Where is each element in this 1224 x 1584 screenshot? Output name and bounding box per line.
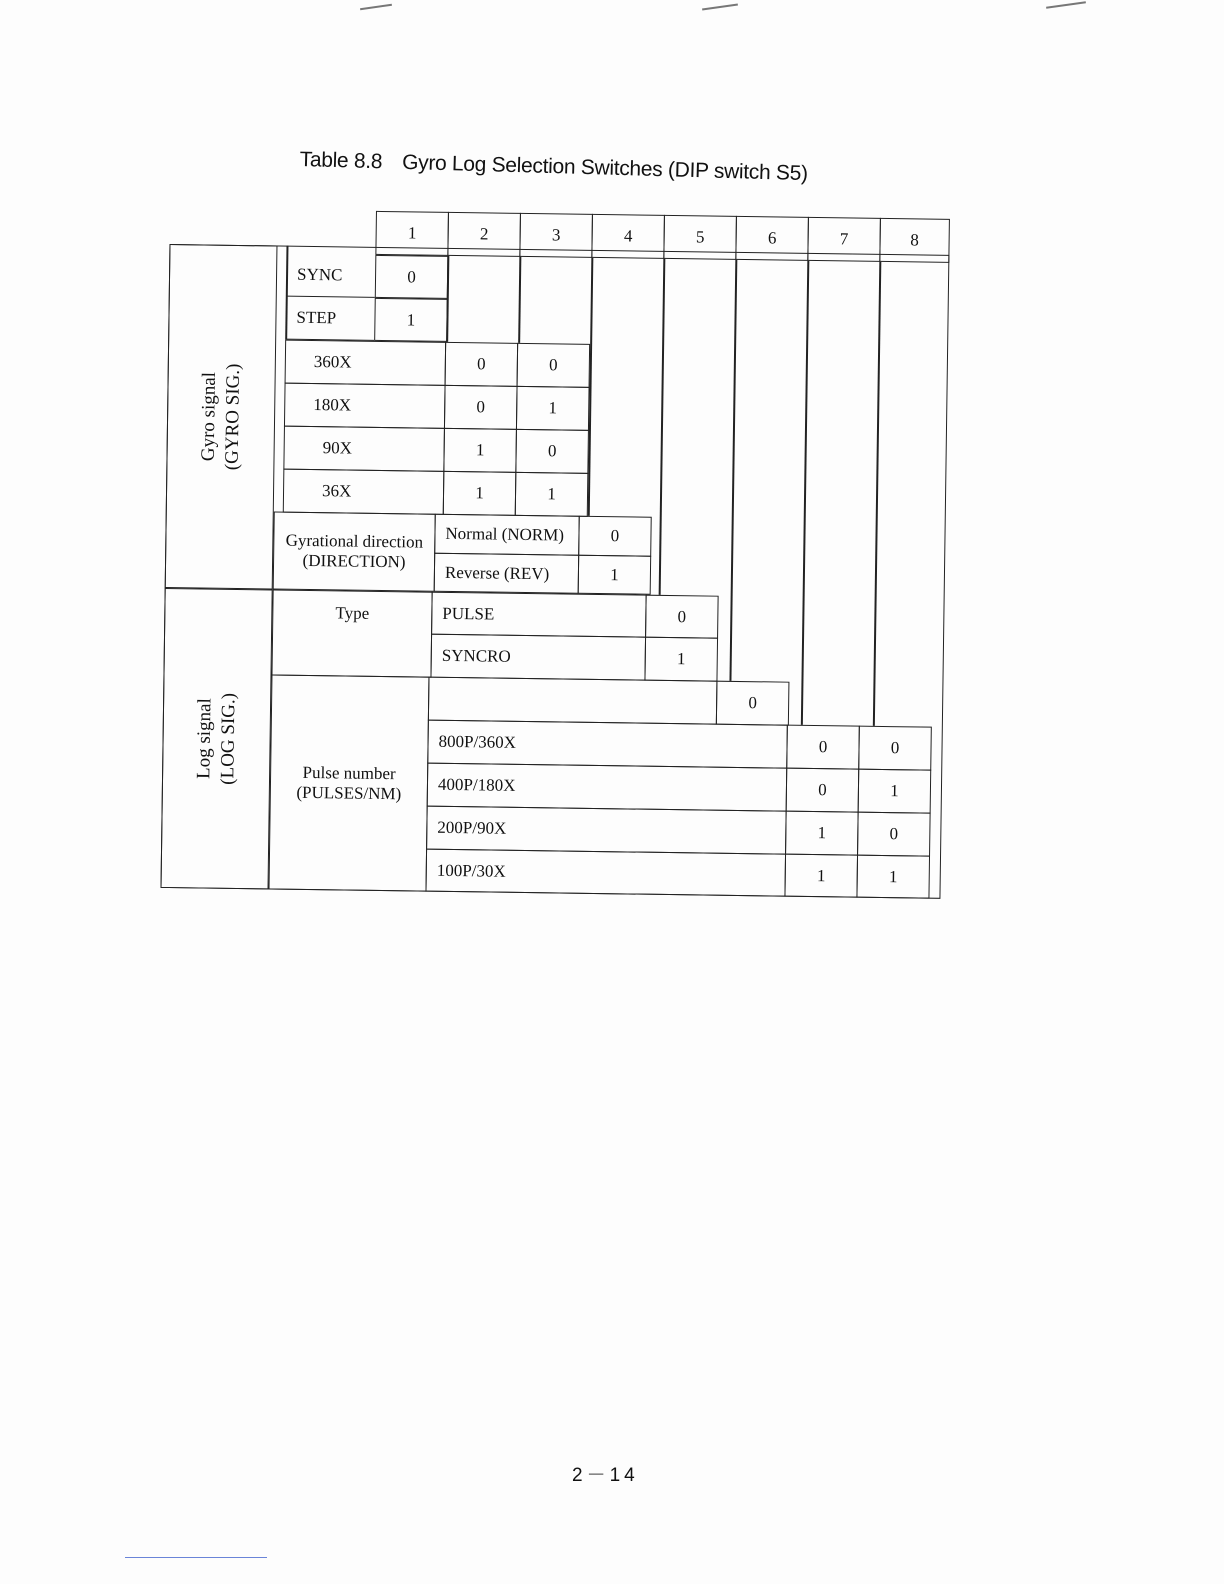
direction-label — [273, 511, 436, 591]
table-title: Gyro Log Selection Switches (DIP switch S5) — [401, 150, 809, 186]
page-number: 2－14 — [572, 1465, 639, 1486]
pulse-100p-label: 100P/30X — [425, 849, 786, 897]
pulse-400p-label: 400P/180X — [427, 763, 788, 812]
pulse-s6-row-label — [428, 677, 718, 725]
gyro-group-code: (GYRO SIG.) — [221, 363, 244, 471]
pulse-100p-s7: 1 — [784, 854, 858, 898]
pulse-200p-s7: 1 — [785, 811, 859, 856]
direction-normal-s4: 0 — [578, 516, 652, 557]
ratio-180x-s3: 1 — [516, 386, 590, 431]
pulse-100p-s8: 1 — [856, 855, 930, 899]
sync-s1-value: 0 — [375, 255, 449, 299]
log-type-syncro-label: SYNCRO — [430, 634, 646, 681]
ratio-90x-s2: 1 — [443, 428, 517, 473]
sync-label: SYNC — [287, 254, 376, 298]
log-type-syncro-s5: 1 — [644, 637, 718, 682]
table-number: Table 8.8 — [299, 148, 383, 174]
log-type-pulse-s5: 0 — [645, 595, 719, 639]
ratio-36x-label: 36X — [283, 469, 445, 515]
header-switch-7: 7 — [807, 217, 881, 262]
dip-switch-table — [161, 208, 950, 899]
pulse-200p-s8: 0 — [857, 812, 931, 857]
header-switch-5: 5 — [663, 215, 737, 260]
pulse-800p-label: 800P/360X — [427, 720, 788, 769]
table-caption — [299, 148, 808, 186]
header-switch-4: 4 — [591, 214, 665, 259]
pulse-800p-s7: 0 — [786, 725, 860, 770]
pulse-number-label-line2: (PULSES/NM) — [296, 782, 402, 803]
footer-rule — [125, 1557, 267, 1558]
direction-label-line2: (DIRECTION) — [302, 550, 406, 572]
log-group-code: (LOG SIG.) — [216, 692, 240, 785]
pulse-400p-s8: 1 — [858, 769, 932, 814]
pulse-200p-label: 200P/90X — [426, 806, 787, 855]
header-switch-6: 6 — [735, 216, 809, 261]
ratio-90x-s3: 0 — [515, 429, 589, 474]
step-s1-value: 1 — [374, 298, 448, 342]
log-signal-group — [161, 588, 273, 889]
step-label: STEP — [286, 297, 375, 341]
header-switch-3: 3 — [519, 213, 593, 258]
header-switch-1: 1 — [375, 211, 449, 256]
gyro-signal-group — [165, 244, 278, 589]
header-switch-8: 8 — [879, 218, 950, 263]
pulse-s6-value: 0 — [716, 681, 790, 726]
ratio-180x-s2: 0 — [444, 385, 518, 430]
ratio-360x-label: 360X — [285, 340, 447, 386]
scan-artifact — [702, 4, 738, 11]
scan-artifact — [360, 4, 392, 10]
direction-reverse-label: Reverse (REV) — [434, 553, 580, 594]
pulse-800p-s8: 0 — [858, 726, 932, 771]
ratio-180x-label: 180X — [284, 383, 446, 429]
direction-normal-label: Normal (NORM) — [434, 514, 580, 556]
pulse-number-label — [268, 674, 429, 891]
header-switch-2: 2 — [447, 212, 521, 257]
log-type-label: Type — [271, 589, 432, 677]
ratio-36x-s2: 1 — [443, 471, 517, 516]
direction-reverse-s4: 1 — [578, 555, 652, 595]
pulse-number-label-line1: Pulse number — [302, 762, 396, 784]
direction-label-line1: Gyrational direction — [285, 531, 424, 553]
log-type-pulse-label: PULSE — [431, 592, 647, 638]
ratio-360x-s3: 0 — [517, 343, 591, 388]
ratio-360x-s2: 0 — [445, 342, 519, 387]
pulse-400p-s7: 0 — [786, 768, 860, 813]
log-group-label: Log signal — [193, 698, 216, 780]
ratio-90x-label: 90X — [283, 426, 445, 472]
gyro-group-label: Gyro signal — [197, 371, 220, 462]
ratio-36x-s3: 1 — [515, 472, 589, 517]
scan-artifact — [1046, 1, 1086, 9]
